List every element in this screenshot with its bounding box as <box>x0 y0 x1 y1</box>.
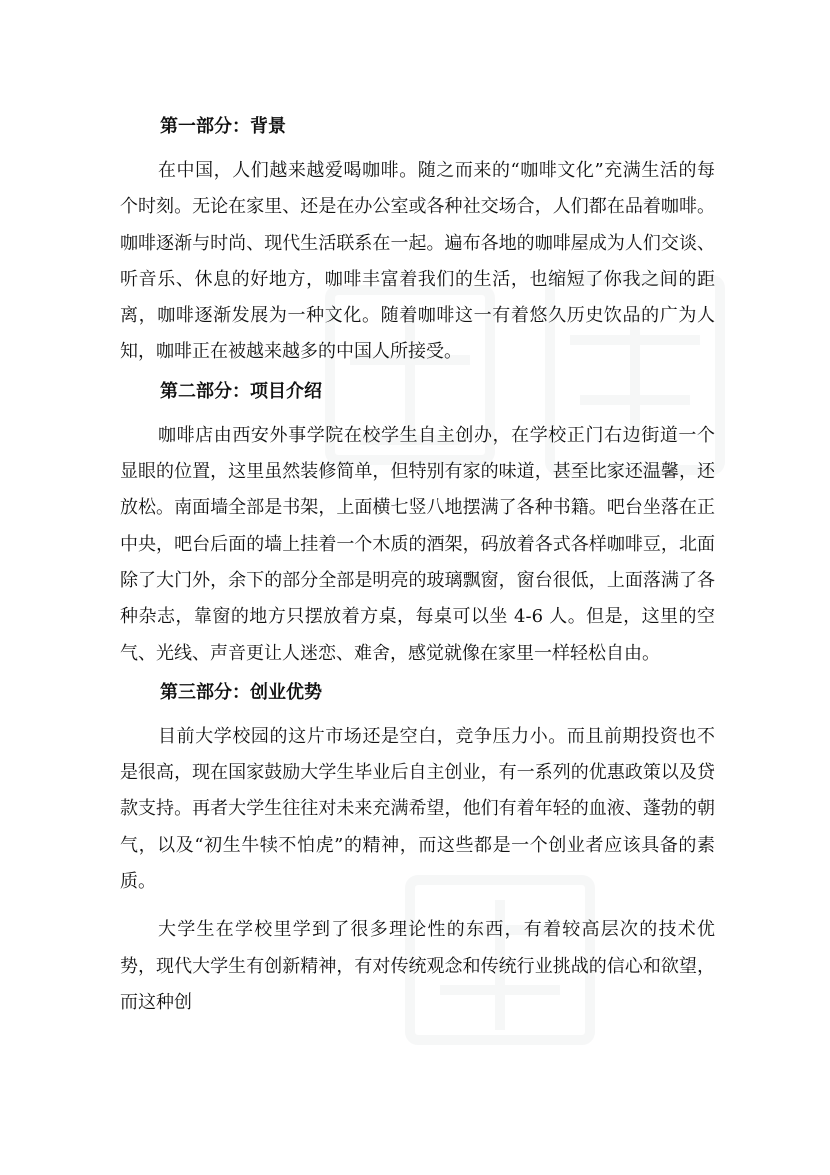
paragraph: 在中国，人们越来越爱喝咖啡。随之而来的“咖啡文化”充满生活的每个时刻。无论在家里、还是在办公室或各种社交场合，人们都在品着咖啡。咖啡逐渐与时尚、现代生活联系在一起。遍布各地的咖啡屋成为人们交谈、听音乐、休息的好地方，咖啡丰富着我们的生活，也缩短了你我之间的距离，咖啡逐渐发展为一种文化。随着咖啡这一有着悠久历史饮品的广为人知，咖啡正在被越来越多的中国人所接受。 <box>120 160 715 363</box>
section-heading: 第三部分：创业优势 <box>160 681 322 703</box>
paragraph: 大学生在学校里学到了很多理论性的东西，有着较高层次的技术优势，现代大学生有创新精神，有对传统观念和传统行业挑战的信心和欲望，而这种创 <box>120 919 715 1013</box>
section-heading: 第二部分：项目介绍 <box>160 380 322 402</box>
paragraph: 目前大学校园的这片市场还是空白，竞争压力小。而且前期投资也不是很高，现在国家鼓励大学生毕业后自主创业，有一系列的优惠政策以及贷款支持。再者大学生往往对未来充满希望，他们有着年轻的血液、蓬勃的朝气，以及“初生牛犊不怕虎”的精神，而这些都是一个创业者应该具备的素质。 <box>120 725 715 893</box>
section-background <box>120 112 715 371</box>
section-advantages <box>120 678 715 1021</box>
section-project-intro <box>120 377 715 672</box>
document-content <box>120 112 715 1021</box>
section-heading: 第一部分：背景 <box>160 116 286 137</box>
paragraph: 咖啡店由西安外事学院在校学生自主创办，在学校正门右边街道一个显眼的位置，这里虽然装修简单，但特别有家的味道，甚至比家还温馨，还放松。南面墙全部是书架，上面横七竖八地摆满了各种书籍。吧台坐落在正中央，吧台后面的墙上挂着一个木质的酒架，码放着各式各样咖啡豆，北面除了大门外，余下的部分全部是明亮的玻璃飘窗，窗台很低，上面落满了各种杂志，靠窗的地方只摆放着方桌，每桌可以坐 4-6 人。但是，这里的空气、光线、声音更让人迷恋、难舍，感觉就像在家里一样轻松自由。 <box>120 424 715 664</box>
